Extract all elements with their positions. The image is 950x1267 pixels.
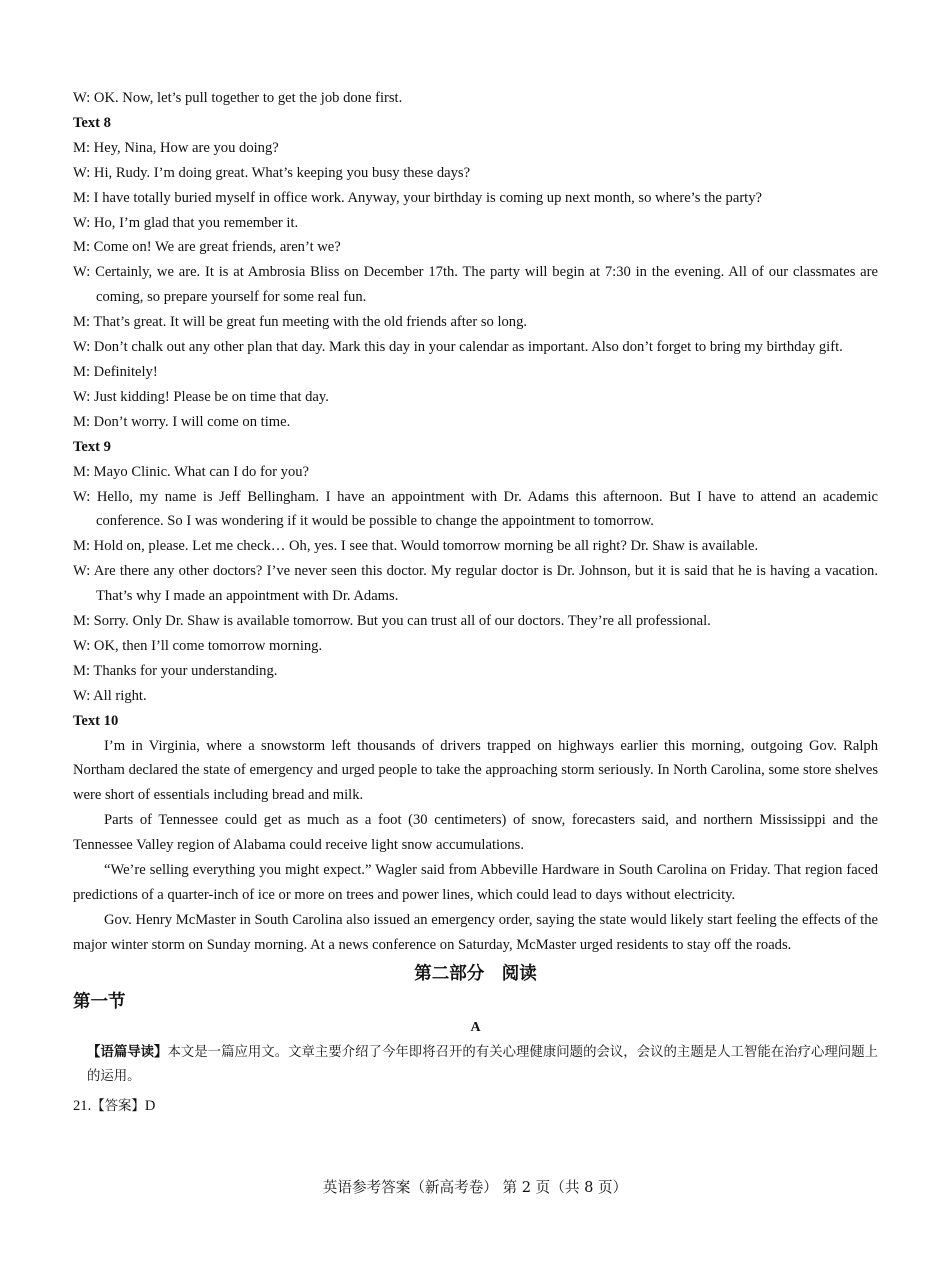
part-title: 第二部分 阅读 <box>414 963 537 984</box>
answer-line <box>73 1094 878 1120</box>
dialogue-line: M: Come on! We are great friends, aren’t we? <box>73 239 341 256</box>
text-heading: Text 9 <box>73 438 111 455</box>
monologue-paragraph: “We’re selling everything you might expect.” Wagler said from Abbeville Hardware in South Carolina on Friday. That region faced predictions of a quarter-inch of ice or more on trees and power lines, which could lead to days without electricity. <box>73 862 878 903</box>
dialogue-line: W: Don’t chalk out any other plan that day. Mark this day in your calendar as important. Also don’t forget to bring my birthday gift. <box>73 339 843 356</box>
reading-guide-label: 【语篇导读】 <box>87 1043 168 1060</box>
answer-value: D <box>144 1097 156 1114</box>
dialogue-line: W: OK, then I’ll come tomorrow morning. <box>73 637 323 654</box>
dialogue-line: M: That’s great. It will be great fun meeting with the old friends after so long. <box>73 314 528 331</box>
page-footer: 英语参考答案（新高考卷） 第 2 页（共 8 页） <box>322 1179 628 1196</box>
dialogue-line: M: Hold on, please. Let me check… Oh, yes. I see that. Would tomorrow morning be all right? Dr. Shaw is available. <box>73 538 759 555</box>
monologue-paragraph: Gov. Henry McMaster in South Carolina also issued an emergency order, saying the state would likely start feeling the effects of the major winter storm on Sunday morning. At a news conference on Saturday, McMaster urged residents to stay off the roads. <box>73 911 878 953</box>
dialogue-line: M: Thanks for your understanding. <box>73 662 278 679</box>
dialogue-line: W: Hello, my name is Jeff Bellingham. I have an appointment with Dr. Adams this afternoon. But I have to attend an academic conference. So I was wondering if it would be possible to change the appointment to tomorrow. <box>73 488 878 530</box>
dialogue-line: W: Certainly, we are. It is at Ambrosia Bliss on December 17th. The party will begin at 7:30 in the evening. All of our classmates are coming, so prepare yourself for some real fun. <box>73 264 878 306</box>
dialogue-line: W: Hi, Rudy. I’m doing great. What’s keeping you busy these days? <box>73 164 471 181</box>
answer-label: 【答案】 <box>91 1098 145 1114</box>
dialogue-line: W: Ho, I’m glad that you remember it. <box>73 214 299 231</box>
dialogue-line: M: Hey, Nina, How are you doing? <box>73 139 279 156</box>
dialogue-line: M: Sorry. Only Dr. Shaw is available tomorrow. But you can trust all of our doctors. They’re all professional. <box>73 613 711 630</box>
dialogue-line: M: Mayo Clinic. What can I do for you? <box>73 463 310 480</box>
dialogue-line: W: All right. <box>73 687 147 704</box>
document-body <box>73 86 878 1120</box>
dialogue-line: M: Don’t worry. I will come on time. <box>73 413 291 430</box>
dialogue-line: M: I have totally buried myself in office work. Anyway, your birthday is coming up next month, so where’s the party? <box>73 189 763 206</box>
dialogue-line: W: Just kidding! Please be on time that day. <box>73 388 329 405</box>
passage-letter: A <box>470 1019 481 1035</box>
monologue-paragraph: Parts of Tennessee could get as much as a foot (30 centimeters) of snow, forecasters said, and northern Mississippi and the Tennessee Valley region of Alabama could receive light snow accumulations. <box>73 812 878 854</box>
reading-guide-text: 本文是一篇应用文。文章主要介绍了今年即将召开的有关心理健康问题的会议，会议的主题是人工智能在治疗心理问题上的运用。 <box>87 1044 879 1085</box>
dialogue-line: M: Definitely! <box>73 363 158 380</box>
text-heading: Text 10 <box>73 712 119 729</box>
dialogue-line: W: Are there any other doctors? I’ve never seen this doctor. My regular doctor is Dr. Johnson, but it is said that he is having a vacation. That’s why I made an appointment with Dr. Adams. <box>73 563 878 605</box>
text-heading: Text 8 <box>73 114 111 131</box>
answer-number: 21. <box>73 1097 92 1114</box>
dialogue-line: W: OK. Now, let’s pull together to get the job done first. <box>73 90 403 106</box>
monologue-paragraph: I’m in Virginia, where a snowstorm left thousands of drivers trapped on highways earlier this morning, outgoing Gov. Ralph Northam declared the state of emergency and urged people to take the approaching storm seriously. In North Carolina, some store shelves were short of essentials including bread and milk. <box>73 737 878 804</box>
section-title: 第一节 <box>73 991 126 1012</box>
reading-guide <box>73 1040 878 1090</box>
